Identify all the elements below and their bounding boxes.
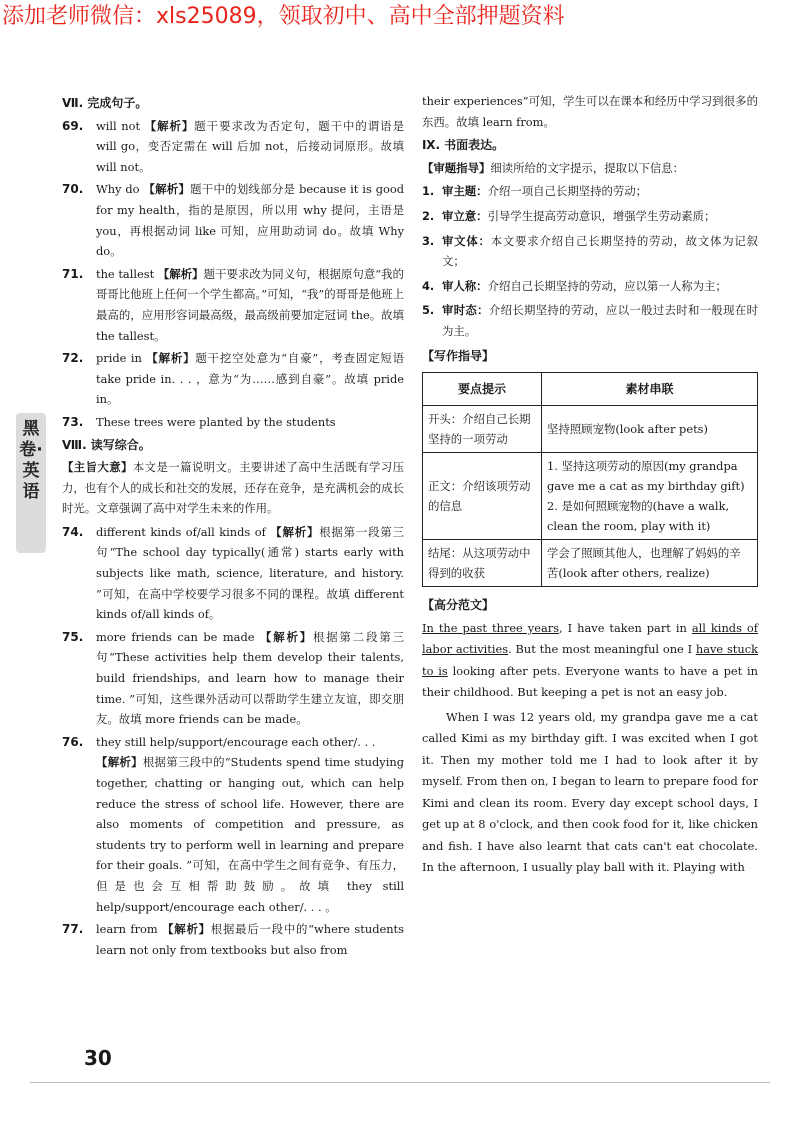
table-row xyxy=(423,453,758,540)
main-idea xyxy=(62,457,404,519)
writing-guide-heading: 【写作指导】 xyxy=(422,348,495,363)
item-number: 73. xyxy=(62,414,84,429)
main-idea-tag: 【主旨大意】 xyxy=(62,460,133,475)
section-heading-9: Ⅸ. 书面表达。 xyxy=(422,138,505,153)
point-number: 2. xyxy=(422,208,435,223)
point-text: 介绍长期坚持的劳动，应以一般过去时和一般现在时为主。 xyxy=(442,303,758,338)
main-idea-text: 本文是一篇说明文。主要讲述了高中生活既有学习压力，也有个人的成长和社交的发展，还存在竞争，是充满机会的成长时光。文章强调了高中对学生未来的作用。 xyxy=(62,460,404,516)
answer-77-continued: their experiences”可知，学生可以在课本和经历中学习到很多的东西。故填 learn from。 xyxy=(422,94,758,129)
item-number: 70. xyxy=(62,182,84,197)
answer-item-69 xyxy=(62,116,404,178)
section-heading-7: Ⅶ. 完成句子。 xyxy=(62,96,148,110)
point-number: 3. xyxy=(422,233,435,248)
essay-underlined: have stuck to is xyxy=(422,642,758,678)
table-cell: 坚持照顾宠物(look after pets) xyxy=(542,406,758,453)
item-number: 76. xyxy=(62,734,84,749)
point-number: 4. xyxy=(422,278,435,293)
analysis-point xyxy=(422,181,758,202)
point-label: 审文体： xyxy=(442,233,491,248)
table-header: 要点提示 xyxy=(423,373,542,406)
analysis-text: 题干中的划线部分是 because it is good for my health，指的是原因，所以用 why 提问，主语是 you，再根据动词 like 可知，应用助动词 do。故填 Why do。 xyxy=(96,182,404,259)
answer-item-75 xyxy=(62,627,404,730)
answer-item-74 xyxy=(62,522,404,625)
table-header-row xyxy=(423,373,758,406)
point-number: 5. xyxy=(422,303,435,318)
page-number: 30 xyxy=(84,1046,112,1070)
analysis-text: 题干要求改为否定句，题干中的谓语是 will go，变否定需在 will 后加 not，后接动词原形。故填 will not。 xyxy=(96,118,404,174)
analysis-tag: 【解析】 xyxy=(259,629,314,644)
analysis-text: 题干要求改为同义句，根据原句意“我的哥哥比他班上任何一个学生都高。”可知，“我”的哥哥是他班上最高的，应用形容词最高级，最高级前要加定冠词 the。故填 the tallest。 xyxy=(96,266,405,343)
table-cell: 结尾：从这项劳动中得到的收获 xyxy=(423,540,542,587)
essay-paragraph-1 xyxy=(422,618,758,704)
answer-item-72 xyxy=(62,348,404,410)
answer-text: different kinds of/all kinds of xyxy=(96,524,266,539)
item-number: 77. xyxy=(62,922,84,937)
answer-text: pride in xyxy=(96,351,142,366)
essay-text: . But the most meaningful one I xyxy=(508,642,696,657)
item-number: 72. xyxy=(62,351,84,366)
writing-guide-table xyxy=(422,372,758,587)
analysis-point xyxy=(422,206,758,227)
analysis-point xyxy=(422,276,758,297)
analysis-tag: 【解析】 xyxy=(157,266,204,281)
analysis-point xyxy=(422,231,758,272)
answer-item-71 xyxy=(62,264,404,346)
analysis-text: 根据第三段中的“Students spend time studying together, chatting or hanging out, which can help reduce the stress of school life. However, there are also moments of competition and pressure, as students try to perform well in learning and prepare for their goals. ”可知，在高中学生之间有竞争、有压力，但是也会互相帮助鼓励。故填 they still help/support/encourage each other/. . . 。 xyxy=(96,755,404,914)
point-label: 审时态： xyxy=(442,303,489,318)
point-text: 介绍自己长期坚持的劳动，应以第一人称为主； xyxy=(487,278,727,293)
analysis-text: 根据第一段第三句“The school day typically(通常) starts early with subjects like math, science, literature, and history. ”可知，在高中学校要学习很多不同的课程。故填 different kinds of/all kinds of。 xyxy=(96,524,404,622)
analysis-text: 根据第二段第三句“These activities help them develop their talents, build friendships, and learn how to manage their time. ”可知，这些课外活动可以帮助学生建立友谊，即交朋友。故填 more friends can be made。 xyxy=(96,629,404,727)
analysis-guide-intro: 细读所给的文字提示，提取以下信息： xyxy=(490,160,685,175)
item-number: 71. xyxy=(62,266,84,281)
answer-item-77 xyxy=(62,919,404,960)
point-label: 审人称： xyxy=(442,278,488,293)
table-cell: 开头：介绍自己长期坚持的一项劳动 xyxy=(423,406,542,453)
footer-divider xyxy=(30,1082,770,1083)
point-text: 本文要求介绍自己长期坚持的劳动，故文体为记叙文； xyxy=(442,233,758,269)
analysis-guide-tag: 【审题指导】 xyxy=(422,160,491,175)
promo-banner: 添加老师微信：xls25089，领取初中、高中全部押题资料 xyxy=(0,0,800,34)
answer-text: they still help/support/encourage each other/. . . xyxy=(96,734,376,749)
analysis-tag: 【解析】 xyxy=(270,524,320,539)
table-row xyxy=(423,406,758,453)
analysis-text: 题干挖空处意为“自豪”，考查固定短语 take pride in. . . ，意为“为……感到自豪”。故填 pride in。 xyxy=(96,351,405,407)
point-number: 1. xyxy=(422,184,435,199)
point-label: 审主题： xyxy=(442,184,488,199)
section-heading-8: Ⅷ. 读写综合。 xyxy=(62,437,151,452)
analysis-tag: 【解析】 xyxy=(96,755,143,770)
answer-item-73 xyxy=(62,412,404,433)
table-cell-line: 1. 坚持这项劳动的原因(my grandpa gave me a cat as my birthday gift) xyxy=(547,459,745,494)
table-cell xyxy=(542,453,758,540)
model-essay-heading: 【高分范文】 xyxy=(422,598,495,613)
essay-paragraph-2: When I was 12 years old, my grandpa gave me a cat called Kimi as my birthday gift. I was excited when I got it. Then my mother told me I had to look after it by myself. From then on, I began to learn to prepare food for Kimi and clean its room. Every day except school days, I get up at 8 o'clock, and then cook food for it, like chicken and fish. I have also learnt that cats can't eat chocolate. In the afternoon, I usually play ball with it. Playing with xyxy=(422,709,758,875)
answer-text: These trees were planted by the students xyxy=(96,414,336,429)
analysis-tag: 【解析】 xyxy=(162,922,211,937)
point-text: 引导学生提高劳动意识，增强学生劳动素质； xyxy=(487,208,716,223)
point-label: 审立意： xyxy=(442,208,488,223)
answer-text: the tallest xyxy=(96,266,155,281)
analysis-tag: 【解析】 xyxy=(144,118,195,133)
answer-text: Why do xyxy=(96,182,140,197)
analysis-point xyxy=(422,300,758,341)
analysis-text: 根据最后一段中的“where students learn not only from textbooks but also from xyxy=(96,922,404,957)
answer-text: more friends can be made xyxy=(96,629,255,644)
right-column xyxy=(422,91,758,882)
answer-text: will not xyxy=(96,118,141,133)
analysis-tag: 【解析】 xyxy=(146,351,196,366)
table-row xyxy=(423,540,758,587)
answer-item-76 xyxy=(62,732,404,917)
table-header: 素材串联 xyxy=(542,373,758,406)
item-number: 75. xyxy=(62,629,84,644)
answer-text: learn from xyxy=(96,922,158,937)
answer-item-70 xyxy=(62,179,404,261)
analysis-tag: 【解析】 xyxy=(143,182,191,197)
table-cell: 正文：介绍该项劳动的信息 xyxy=(423,453,542,540)
point-text: 介绍一项自己长期坚持的劳动； xyxy=(487,184,648,199)
table-cell-line: 2. 是如何照顾宠物的(have a walk, clean the room, play with it) xyxy=(547,499,730,534)
left-column xyxy=(62,91,404,962)
analysis-guide xyxy=(422,158,758,179)
side-tab-label: 黑卷·英语 xyxy=(16,413,46,553)
table-cell: 学会了照顾其他人，也理解了妈妈的辛苦(look after others, realize) xyxy=(542,540,758,587)
essay-underlined: In the past three years xyxy=(422,620,560,635)
essay-underlined: all kinds of labor activities xyxy=(422,620,758,657)
essay-text: looking after pets. Everyone wants to have a pet in their childhood. But keeping a pet is not an easy job. xyxy=(422,663,759,700)
essay-text: , I have taken part in xyxy=(559,620,692,635)
item-number: 74. xyxy=(62,524,84,539)
item-number: 69. xyxy=(62,118,84,133)
